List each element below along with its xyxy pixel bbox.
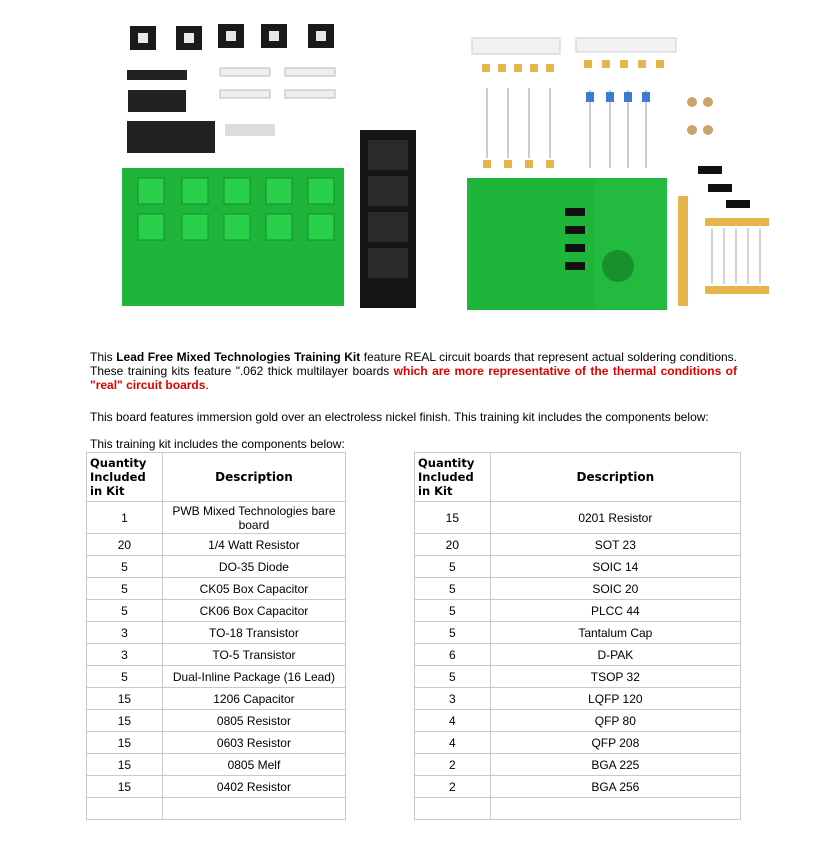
- table-row: [415, 600, 741, 622]
- qty-cell: 3: [87, 644, 163, 666]
- table-row: [415, 534, 741, 556]
- description-cell: 1206 Capacitor: [162, 688, 345, 710]
- empty-row: [87, 798, 346, 820]
- description-header: Description: [490, 453, 740, 502]
- description-cell: LQFP 120: [490, 688, 740, 710]
- description-cell: SOIC 20: [490, 578, 740, 600]
- table-row: [87, 732, 346, 754]
- components-table-right: [414, 452, 741, 820]
- empty-cell: [87, 798, 163, 820]
- qty-cell: 15: [87, 710, 163, 732]
- table-row: [415, 732, 741, 754]
- empty-cell: [490, 798, 740, 820]
- qty-cell: 1: [87, 502, 163, 534]
- description-cell: QFP 80: [490, 710, 740, 732]
- qty-cell: 5: [415, 600, 491, 622]
- qty-cell: 5: [87, 556, 163, 578]
- table-row: [87, 776, 346, 798]
- training-kit-photo: [100, 18, 780, 318]
- table-row: [415, 622, 741, 644]
- qty-cell: 3: [415, 688, 491, 710]
- empty-cell: [415, 798, 491, 820]
- kit-name: Lead Free Mixed Technologies Training Kit: [116, 350, 361, 364]
- table-header-row: [415, 453, 741, 502]
- qty-cell: 2: [415, 754, 491, 776]
- description-cell: D-PAK: [490, 644, 740, 666]
- table-row: [415, 502, 741, 534]
- table-row: [87, 688, 346, 710]
- table-row: [415, 578, 741, 600]
- table-row: [87, 644, 346, 666]
- description-header: Description: [162, 453, 345, 502]
- description-cell: 0402 Resistor: [162, 776, 345, 798]
- table-header-row: [87, 453, 346, 502]
- description-cell: Dual-Inline Package (16 Lead): [162, 666, 345, 688]
- description-cell: BGA 256: [490, 776, 740, 798]
- description-cell: BGA 225: [490, 754, 740, 776]
- qty-cell: 20: [415, 534, 491, 556]
- qty-cell: 15: [415, 502, 491, 534]
- components-table-left: [86, 452, 346, 820]
- description-cell: 0805 Resistor: [162, 710, 345, 732]
- empty-cell: [162, 798, 345, 820]
- qty-cell: 6: [415, 644, 491, 666]
- components-intro: This training kit includes the components below:: [90, 437, 345, 451]
- qty-cell: 5: [415, 666, 491, 688]
- empty-row: [415, 798, 741, 820]
- qty-cell: 15: [87, 688, 163, 710]
- table-row: [87, 578, 346, 600]
- table-row: [87, 600, 346, 622]
- description-cell: SOIC 14: [490, 556, 740, 578]
- qty-cell: 2: [415, 776, 491, 798]
- qty-cell: 15: [87, 776, 163, 798]
- qty-cell: 5: [87, 578, 163, 600]
- description-cell: PWB Mixed Technologies bare board: [162, 502, 345, 534]
- description-cell: 1/4 Watt Resistor: [162, 534, 345, 556]
- table-row: [87, 666, 346, 688]
- intro-paragraph: This Lead Free Mixed Technologies Training Kit feature REAL circuit boards that represent actual soldering conditions. These training kits feature ".062 thick multilayer boards which are more representative of the thermal conditions of "real" circuit boards.: [90, 350, 738, 392]
- table-row: [415, 688, 741, 710]
- qty-cell: 5: [415, 556, 491, 578]
- qty-cell: 5: [415, 578, 491, 600]
- table-row: [87, 502, 346, 534]
- table-row: [87, 534, 346, 556]
- thermal-note: which are more representative of the thermal conditions of "real" circuit boards: [90, 364, 737, 392]
- qty-cell: 15: [87, 732, 163, 754]
- description-cell: CK06 Box Capacitor: [162, 600, 345, 622]
- table-row: [415, 644, 741, 666]
- qty-cell: 5: [415, 622, 491, 644]
- description-cell: 0201 Resistor: [490, 502, 740, 534]
- description-cell: TSOP 32: [490, 666, 740, 688]
- qty-cell: 4: [415, 732, 491, 754]
- table-row: [87, 556, 346, 578]
- qty-cell: 15: [87, 754, 163, 776]
- qty-header: Quantity Included in Kit: [415, 453, 491, 502]
- description-cell: QFP 208: [490, 732, 740, 754]
- description-cell: SOT 23: [490, 534, 740, 556]
- qty-cell: 5: [87, 666, 163, 688]
- description-cell: TO-5 Transistor: [162, 644, 345, 666]
- description-cell: CK05 Box Capacitor: [162, 578, 345, 600]
- qty-cell: 20: [87, 534, 163, 556]
- description-cell: 0805 Melf: [162, 754, 345, 776]
- table-row: [415, 776, 741, 798]
- finish-paragraph: This board features immersion gold over an electroless nickel finish. This training kit includes the components below:: [90, 410, 709, 424]
- table-row: [415, 710, 741, 732]
- description-cell: 0603 Resistor: [162, 732, 345, 754]
- qty-cell: 3: [87, 622, 163, 644]
- description-cell: DO-35 Diode: [162, 556, 345, 578]
- qty-header: Quantity Included in Kit: [87, 453, 163, 502]
- description-cell: Tantalum Cap: [490, 622, 740, 644]
- qty-cell: 5: [87, 600, 163, 622]
- description-cell: TO-18 Transistor: [162, 622, 345, 644]
- qty-cell: 4: [415, 710, 491, 732]
- table-row: [415, 754, 741, 776]
- table-row: [87, 754, 346, 776]
- table-row: [87, 622, 346, 644]
- table-row: [415, 556, 741, 578]
- table-row: [415, 666, 741, 688]
- table-row: [87, 710, 346, 732]
- description-cell: PLCC 44: [490, 600, 740, 622]
